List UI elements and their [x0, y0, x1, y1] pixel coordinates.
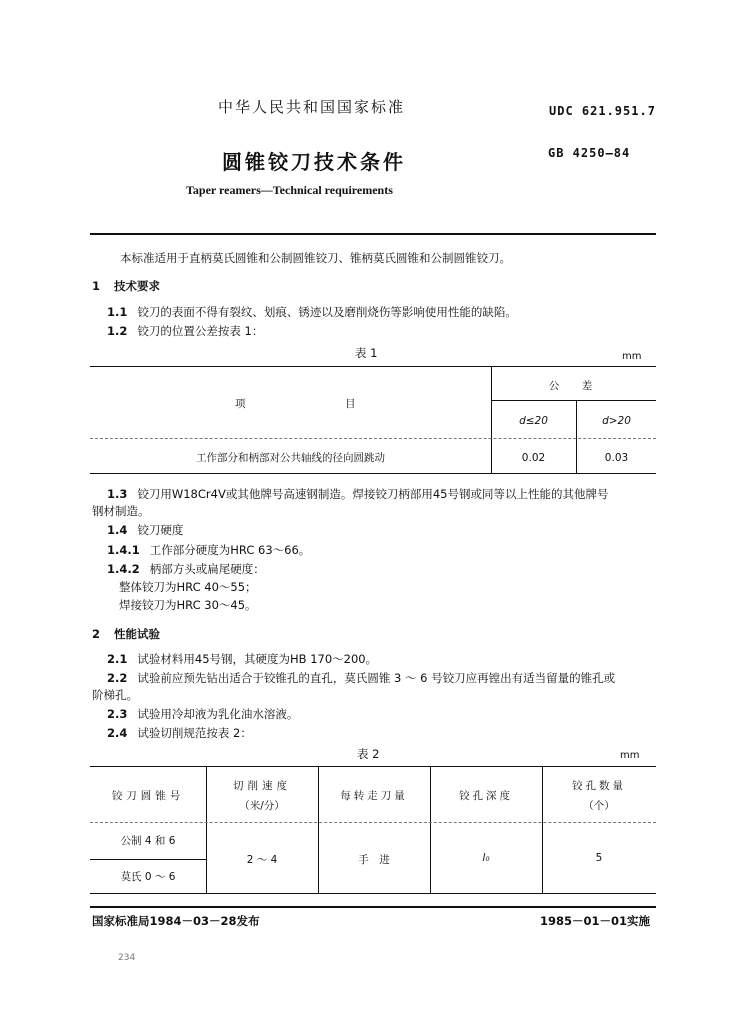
- clause-number: 1.4.2: [107, 562, 140, 576]
- table1-caption: 表 1: [355, 346, 378, 360]
- section1-number: 1: [92, 279, 101, 293]
- issued-date: 国家标准局1984－03－28发布: [92, 914, 260, 928]
- clause-1-4: [107, 522, 183, 538]
- gb-number: GB 4250—84: [548, 146, 631, 160]
- table1-row-label: 工作部分和柄部对公共轴线的径向圆跳动: [196, 452, 385, 464]
- table2-top-rule: [90, 766, 656, 767]
- clause-1-4-2-b: 焊接铰刀为HRC 30～45。: [119, 598, 257, 612]
- table2-row-morse: 莫氏 0 ～ 6: [120, 871, 176, 883]
- table2-row-metric: 公制 4 和 6: [120, 835, 176, 847]
- table1-rule: [491, 400, 656, 401]
- clause-1-4-2-a: 整体铰刀为HRC 40～55；: [119, 580, 257, 594]
- clause-1-4-1: [107, 542, 310, 558]
- table2-header-feed: 每转走刀量: [340, 790, 408, 802]
- clause-2-1: [107, 651, 377, 667]
- table1-top-rule: [90, 366, 656, 367]
- table2-bottom-rule: [90, 893, 656, 894]
- table1-header-d2: d>20: [602, 415, 631, 427]
- clause-2-2: [107, 670, 615, 686]
- intro-paragraph: 本标准适用于直柄莫氏圆锥和公制圆锥铰刀、锥柄莫氏圆锥和公制圆锥铰刀。: [120, 251, 511, 265]
- table2-unit: mm: [620, 750, 640, 761]
- table2-header-depth: 铰孔深度: [459, 790, 513, 802]
- section2-title: 性能试验: [114, 627, 161, 641]
- clause-text: 铰刀的表面不得有裂纹、划痕、锈迹以及磨削烧伤等影响使用性能的缺陷。: [137, 305, 517, 319]
- clause-text: 试验用冷却液为乳化油水溶液。: [137, 707, 299, 721]
- section2-heading: [92, 626, 160, 642]
- table2-header-count: 铰孔数量: [572, 780, 626, 792]
- table2-row-rule: [90, 859, 206, 860]
- clause-1-3: [107, 486, 608, 502]
- table2-header-cone-number: 铰刀圆锥号: [111, 790, 185, 802]
- table1-header-item-a: 项: [235, 398, 246, 410]
- clause-number: 1.4: [107, 523, 128, 537]
- clause-text: 铰刀的位置公差按表 1：: [137, 324, 264, 338]
- table1-unit: mm: [622, 351, 642, 362]
- footer-rule: [90, 906, 656, 908]
- table2-header-count-unit: （个）: [583, 800, 615, 812]
- clause-2-4: [107, 725, 252, 741]
- table1-header-d1: d≤20: [519, 415, 548, 427]
- effective-date: 1985－01－01实施: [540, 914, 651, 928]
- clause-number: 1.2: [107, 324, 128, 338]
- table2-value-feed: 手 进: [358, 854, 390, 866]
- clause-1-3-cont: 钢材制造。: [92, 504, 150, 518]
- table1-row-value-1: 0.02: [521, 452, 546, 464]
- clause-text: 工作部分硬度为HRC 63～66。: [149, 543, 311, 557]
- clause-number: 2.1: [107, 652, 128, 666]
- clause-1-1: [107, 304, 517, 320]
- clause-number: 1.1: [107, 305, 128, 319]
- header-rule: [90, 233, 656, 235]
- section1-heading: [92, 278, 160, 294]
- table1-header-item-b: 目: [345, 398, 356, 410]
- standard-heading: 中华人民共和国国家标准: [218, 98, 406, 116]
- table1-row-value-2: 0.03: [604, 452, 629, 464]
- table2-divider: [318, 766, 319, 893]
- clause-text: 试验切削规范按表 2：: [137, 726, 252, 740]
- clause-number: 2.3: [107, 707, 128, 721]
- clause-2-3: [107, 706, 298, 722]
- table2-header-speed: 切削速度: [233, 780, 291, 792]
- clause-number: 1.4.1: [107, 543, 140, 557]
- clause-2-2-cont: 阶梯孔。: [92, 688, 138, 702]
- clause-number: 2.4: [107, 726, 128, 740]
- udc-code: UDC 621.951.7: [549, 104, 656, 118]
- clause-number: 1.3: [107, 487, 128, 501]
- table2-value-speed: 2 ～ 4: [246, 854, 278, 866]
- table2-dashed-rule: [90, 822, 656, 823]
- table2-caption: 表 2: [357, 747, 380, 761]
- table2-header-speed-unit: （米/分）: [239, 800, 285, 812]
- clause-1-2: [107, 323, 263, 339]
- clause-text: 试验前应预先钻出适合于铰锥孔的直孔，莫氏圆锥 3 ～ 6 号铰刀应再镗出有适当留量的锥孔或: [137, 671, 616, 685]
- document-title: 圆锥铰刀技术条件: [222, 150, 406, 174]
- clause-text: 铰刀硬度: [137, 523, 184, 537]
- document-title-en: Taper reamers—Technical requirements: [186, 183, 393, 197]
- clause-text: 柄部方头或扁尾硬度：: [149, 562, 265, 576]
- page-number: 234: [118, 953, 136, 963]
- clause-number: 2.2: [107, 671, 128, 685]
- clause-text: 铰刀用W18Cr4V或其他牌号高速钢制造。焊接铰刀柄部用45号钢或同等以上性能的其他牌号: [137, 487, 609, 501]
- clause-1-4-2: [107, 561, 265, 577]
- table1-bottom-rule: [90, 473, 656, 474]
- section1-title: 技术要求: [114, 279, 161, 293]
- table1-dashed-rule: [90, 438, 656, 439]
- table2-value-count: 5: [595, 852, 603, 864]
- table2-divider: [430, 766, 431, 893]
- section2-number: 2: [92, 627, 101, 641]
- clause-text: 试验材料用45号钢，其硬度为HB 170～200。: [137, 652, 378, 666]
- table2-value-depth: l₀: [482, 852, 490, 864]
- table1-header-tolerance: 公 差: [548, 380, 599, 392]
